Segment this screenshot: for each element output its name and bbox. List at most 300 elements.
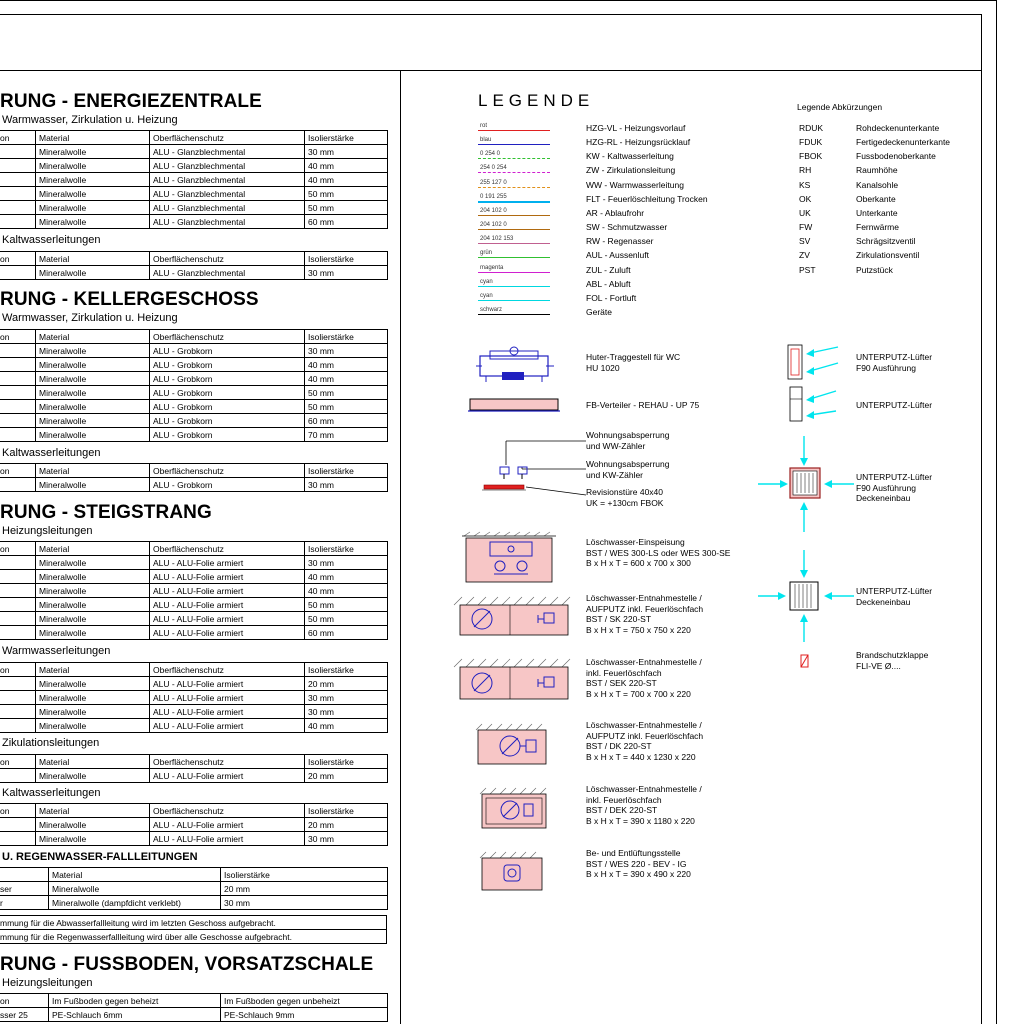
- table-cell: Mineralwolle: [36, 612, 150, 626]
- desc-fan: [856, 400, 932, 411]
- table-row: [0, 882, 388, 896]
- table-cell: Mineralwolle: [36, 145, 150, 159]
- symbol-desc-line: B x H x T = 700 x 700 x 220: [586, 688, 691, 699]
- table-cell: [0, 145, 36, 159]
- table-header-cell: Isolierstärke: [305, 330, 388, 344]
- table-cell: ALU - ALU-Folie armiert: [150, 570, 305, 584]
- table-header-cell: on: [0, 252, 36, 266]
- table-cell: ALU - ALU-Folie armiert: [150, 598, 305, 612]
- table-row: [0, 173, 388, 187]
- legend-line-sample: [478, 272, 550, 273]
- symbol-desc-line: B x H x T = 390 x 490 x 220: [586, 869, 691, 879]
- table-cell: 60 mm: [305, 414, 388, 428]
- table-header-cell: Oberflächenschutz: [150, 542, 305, 556]
- table-cell: 50 mm: [305, 187, 388, 201]
- legend-line-note: cyan: [480, 278, 493, 285]
- table-cell: ALU - ALU-Folie armiert: [150, 691, 305, 705]
- table-header-cell: Isolierstärke: [305, 542, 388, 556]
- symbol-desc-line: Löschwasser-Entnahmestelle /: [586, 593, 702, 603]
- abbr-meaning: Fussbodenoberkante: [856, 151, 936, 162]
- subtitle-kaltwasser: Kaltwasserleitungen: [2, 787, 101, 799]
- table-header-cell: on: [0, 131, 36, 145]
- legend-line-sample: [478, 130, 550, 131]
- table-row: [0, 598, 388, 612]
- fire-cabinet-sek-symbol: [452, 659, 574, 701]
- table-cell: ALU - ALU-Folie armiert: [150, 832, 305, 846]
- table-header-cell: Isolierstärke: [305, 464, 388, 478]
- table-header-cell: Oberflächenschutz: [150, 131, 305, 145]
- table-row: [0, 769, 388, 783]
- table-header-row: [0, 994, 388, 1008]
- table-steig-kaltwasser: [0, 803, 388, 846]
- table-row: [0, 145, 388, 159]
- legend-line-label: AUL - Aussenluft: [586, 250, 649, 261]
- symbol-desc-line: UNTERPUTZ-Lüfter: [856, 586, 933, 596]
- table-row: [0, 691, 388, 705]
- desc-vent-station: [586, 848, 691, 880]
- table-cell: [0, 428, 36, 442]
- symbol-desc-line: HU 1020: [586, 362, 620, 373]
- table-row: [0, 832, 388, 846]
- legend-line-sample: [478, 187, 550, 188]
- table-cell: sser 25: [0, 1008, 49, 1022]
- desc-ww-meter: [586, 430, 670, 451]
- table-header-cell: Oberflächenschutz: [150, 663, 305, 677]
- table-cell: ALU - Grobkorn: [150, 478, 305, 492]
- symbol-desc-line: Revisionstüre 40x40: [586, 487, 664, 497]
- table-regen-notes: [0, 915, 387, 944]
- table-cell: ALU - Grobkorn: [150, 428, 305, 442]
- symbol-desc-line: BST / WES 220 - BEV - IG: [586, 858, 687, 869]
- header-divider: [0, 70, 982, 71]
- table-header-row: [0, 542, 388, 556]
- symbol-desc-line: FB-Verteiler - REHAU - UP 75: [586, 400, 700, 410]
- table-cell: [0, 598, 36, 612]
- abbr-code: ZV: [799, 250, 810, 261]
- table-header-cell: Im Fußboden gegen beheizt: [49, 994, 221, 1008]
- fan-ceiling-f90-symbol: [756, 434, 856, 534]
- table-row: [0, 626, 388, 640]
- table-keller-kaltwasser: [0, 463, 388, 492]
- symbol-desc-line: AUFPUTZ inkl. Feuerlöschfach: [586, 730, 704, 741]
- table-row: [0, 386, 388, 400]
- symbol-desc-line: FLI-VE Ø....: [856, 660, 901, 671]
- symbol-desc-line: F90 Ausführung: [856, 482, 917, 493]
- table-row: [0, 414, 388, 428]
- table-cell: Mineralwolle: [36, 386, 150, 400]
- symbol-desc-line: Deckeneinbau: [856, 596, 911, 607]
- table-cell: [0, 818, 36, 832]
- table-cell: ALU - Grobkorn: [150, 386, 305, 400]
- symbol-desc-line: B x H x T = 750 x 750 x 220: [586, 624, 691, 635]
- table-header-cell: on: [0, 994, 49, 1008]
- table-cell: 40 mm: [305, 570, 388, 584]
- legend-line-sample: [478, 158, 550, 159]
- frame-right-inner: [981, 14, 982, 1024]
- frame-top-border: [0, 0, 997, 1]
- table-cell: [0, 677, 36, 691]
- table-cell: 40 mm: [305, 372, 388, 386]
- table-row: [0, 159, 388, 173]
- desc-fire-damper: [856, 650, 928, 671]
- abbr-meaning: Kanalsohle: [856, 179, 899, 190]
- table-cell: [0, 832, 36, 846]
- table-header-cell: Material: [36, 330, 150, 344]
- table-steig-warmwasser: [0, 662, 388, 733]
- table-row: [0, 896, 388, 910]
- table-cell: 40 mm: [305, 358, 388, 372]
- abbr-code: FDUK: [799, 137, 823, 148]
- frame-right-outer: [996, 0, 997, 1024]
- table-cell: Mineralwolle: [49, 882, 221, 896]
- table-header-cell: Oberflächenschutz: [150, 804, 305, 818]
- table-header-cell: Isolierstärke: [221, 868, 388, 882]
- legend-line-label: ZUL - Zuluft: [586, 264, 631, 275]
- legend-line-label: FOL - Fortluft: [586, 292, 637, 303]
- symbol-desc-line: und KW-Zähler: [586, 469, 644, 480]
- table-keller-warmwasser: [0, 329, 388, 442]
- abbr-code: KS: [799, 179, 811, 190]
- abbr-code: RDUK: [799, 123, 824, 133]
- table-row: [0, 570, 388, 584]
- symbol-desc-line: inkl. Feuerlöschfach: [586, 794, 662, 805]
- abbr-code: PST: [799, 264, 816, 275]
- legend-line-note: 254 0 254: [480, 165, 507, 172]
- table-cell: ALU - ALU-Folie armiert: [150, 818, 305, 832]
- symbol-desc-line: B x H x T = 600 x 700 x 300: [586, 558, 691, 568]
- legend-line-note: 204 102 153: [480, 236, 514, 243]
- table-row: [0, 201, 388, 215]
- table-cell: Mineralwolle: [36, 187, 150, 201]
- table-cell: [0, 626, 36, 640]
- symbol-desc-line: Be- und Entlüftungsstelle: [586, 848, 681, 858]
- table-cell: 20 mm: [305, 677, 388, 691]
- table-header-cell: Material: [36, 804, 150, 818]
- table-cell: Mineralwolle: [36, 691, 150, 705]
- table-header-cell: [0, 868, 49, 882]
- table-cell: 30 mm: [305, 145, 388, 159]
- wc-frame-symbol: [476, 346, 554, 382]
- table-cell: Mineralwolle: [36, 400, 150, 414]
- table-row: [0, 266, 388, 280]
- table-cell: Mineralwolle: [36, 705, 150, 719]
- table-row: [0, 818, 388, 832]
- symbol-desc-line: inkl. Feuerlöschfach: [586, 667, 662, 678]
- fan-symbol: [786, 385, 842, 425]
- table-cell: [0, 358, 36, 372]
- desc-fire-cabinet-dk: [586, 720, 703, 762]
- symbol-desc-line: B x H x T = 390 x 1180 x 220: [586, 815, 695, 826]
- subtitle-heizung: Heizungsleitungen: [2, 977, 93, 989]
- table-cell: 40 mm: [305, 719, 388, 733]
- table-cell: Mineralwolle: [36, 818, 150, 832]
- legend-line-note: blau: [480, 137, 492, 144]
- legend-line-label: Geräte: [586, 306, 612, 317]
- table-cell: ALU - Grobkorn: [150, 344, 305, 358]
- desc-wc-frame: [586, 352, 680, 373]
- legend-line-sample: [478, 257, 550, 258]
- table-cell: [0, 187, 36, 201]
- table-cell: [0, 173, 36, 187]
- table-cell: ALU - Glanzblechmental: [150, 201, 305, 215]
- abbr-code: RH: [799, 165, 812, 176]
- table-row: [0, 584, 388, 598]
- table-cell: ALU - Glanzblechmental: [150, 145, 305, 159]
- legend-line-note: grün: [480, 250, 493, 257]
- desc-floor-manifold: [586, 400, 699, 411]
- table-header-cell: Im Fußboden gegen unbeheizt: [221, 994, 388, 1008]
- legend-line-label: RW - Regenasser: [586, 236, 654, 247]
- table-cell: ser: [0, 882, 49, 896]
- meter-symbols: [482, 437, 592, 493]
- vent-station-symbol: [478, 852, 546, 892]
- table-cell: ALU - ALU-Folie armiert: [150, 677, 305, 691]
- fire-cabinet-dek-symbol: [478, 788, 550, 830]
- symbol-desc-line: BST / WES 300-LS oder WES 300-SE: [586, 547, 731, 558]
- abbr-meaning: Putzstück: [856, 264, 893, 275]
- abbr-meaning: Schrägsitzventil: [856, 236, 916, 247]
- table-cell: Mineralwolle: [36, 598, 150, 612]
- section-title-energiezentrale: RUNG - ENERGIEZENTRALE: [0, 91, 262, 112]
- table-cell: ALU - ALU-Folie armiert: [150, 626, 305, 640]
- table-energie-kaltwasser: [0, 251, 388, 280]
- fan-f90-symbol: [786, 343, 842, 381]
- table-header-cell: on: [0, 755, 36, 769]
- note-regenwasser: mmung für die Regenwasserfallleitung wird über alle Geschosse aufgebracht.: [0, 930, 387, 944]
- table-cell: 30 mm: [305, 478, 388, 492]
- table-row: [0, 215, 388, 229]
- table-row: [0, 428, 388, 442]
- table-cell: Mineralwolle: [36, 372, 150, 386]
- table-cell: Mineralwolle: [36, 677, 150, 691]
- table-header-cell: on: [0, 663, 36, 677]
- fan-ceiling-symbol: [756, 548, 856, 648]
- table-row: [0, 187, 388, 201]
- symbol-desc-line: UNTERPUTZ-Lüfter: [856, 472, 933, 482]
- table-cell: 50 mm: [305, 386, 388, 400]
- table-cell: ALU - Grobkorn: [150, 372, 305, 386]
- table-cell: Mineralwolle: [36, 266, 150, 280]
- table-cell: [0, 691, 36, 705]
- table-regenwasser: [0, 867, 388, 910]
- legend-line-label: KW - Kaltwasserleitung: [586, 151, 674, 162]
- symbol-desc-line: Wohnungsabsperrung: [586, 459, 670, 469]
- table-header-cell: Material: [36, 663, 150, 677]
- abbr-meaning: Oberkante: [856, 193, 896, 204]
- table-header-cell: Material: [36, 252, 150, 266]
- symbol-desc-line: Wohnungsabsperrung: [586, 430, 670, 440]
- table-cell: 70 mm: [305, 428, 388, 442]
- abbr-meaning: Rohdeckenunterkante: [856, 123, 940, 133]
- table-cell: [0, 201, 36, 215]
- table-header-cell: Material: [49, 868, 221, 882]
- legend-line-sample: [478, 144, 550, 145]
- table-row: [0, 556, 388, 570]
- table-cell: [0, 386, 36, 400]
- legend-line-label: HZG-VL - Heizungsvorlauf: [586, 123, 686, 133]
- table-cell: ALU - ALU-Folie armiert: [150, 705, 305, 719]
- legend-line-sample: [478, 314, 550, 315]
- table-cell: Mineralwolle: [36, 626, 150, 640]
- legend-line-note: schwarz: [480, 306, 503, 313]
- abbr-meaning: Unterkante: [856, 207, 898, 218]
- table-steig-zirkulation: [0, 754, 388, 783]
- table-cell: Mineralwolle: [36, 358, 150, 372]
- table-cell: [0, 372, 36, 386]
- abbr-code: SV: [799, 236, 811, 247]
- table-cell: [0, 478, 36, 492]
- table-cell: Mineralwolle (dampfdicht verklebt): [49, 896, 221, 910]
- table-cell: ALU - Grobkorn: [150, 414, 305, 428]
- legend-line-sample: [478, 300, 550, 301]
- fire-cabinet-sk-symbol: [452, 597, 574, 637]
- table-header-cell: on: [0, 330, 36, 344]
- abbr-code: FBOK: [799, 151, 823, 162]
- section-title-kellergeschoss: RUNG - KELLERGESCHOSS: [0, 289, 259, 310]
- table-cell: 50 mm: [305, 400, 388, 414]
- table-cell: 30 mm: [305, 691, 388, 705]
- table-row: [0, 358, 388, 372]
- table-row: [0, 705, 388, 719]
- legend-line-sample: [478, 243, 550, 244]
- section-title-regenwasser: U. REGENWASSER-FALLLEITUNGEN: [2, 851, 198, 863]
- desc-fan-ceiling: [856, 586, 932, 607]
- table-header-cell: on: [0, 804, 36, 818]
- table-cell: Mineralwolle: [36, 201, 150, 215]
- table-header-row: [0, 804, 388, 818]
- table-cell: Mineralwolle: [36, 570, 150, 584]
- desc-fire-cabinet-dek: [586, 784, 702, 826]
- column-divider: [400, 70, 401, 1024]
- legend-line-label: HZG-RL - Heizungsrücklauf: [586, 137, 691, 148]
- table-header-row: [0, 131, 388, 145]
- symbol-desc-line: UK = +130cm FBOK: [586, 497, 664, 508]
- symbol-desc-line: UNTERPUTZ-Lüfter: [856, 352, 933, 362]
- legend-line-label: ABL - Abluft: [586, 278, 631, 289]
- table-header-cell: on: [0, 464, 36, 478]
- table-header-cell: Isolierstärke: [305, 663, 388, 677]
- table-cell: Mineralwolle: [36, 428, 150, 442]
- legend-line-sample: [478, 201, 550, 203]
- table-cell: 60 mm: [305, 626, 388, 640]
- table-cell: ALU - Glanzblechmental: [150, 173, 305, 187]
- table-row: [0, 478, 388, 492]
- symbol-desc-line: Löschwasser-Entnahmestelle /: [586, 657, 702, 667]
- table-cell: 30 mm: [221, 896, 388, 910]
- table-cell: Mineralwolle: [36, 719, 150, 733]
- symbol-desc-line: und WW-Zähler: [586, 440, 646, 451]
- table-row: [0, 719, 388, 733]
- table-cell: Mineralwolle: [36, 159, 150, 173]
- table-header-row: [0, 464, 388, 478]
- frame-top-inner: [0, 14, 982, 15]
- table-header-cell: Material: [36, 755, 150, 769]
- table-cell: [0, 612, 36, 626]
- symbol-desc-line: Brandschutzklappe: [856, 650, 929, 660]
- table-header-row: [0, 330, 388, 344]
- legend-line-note: rot: [480, 123, 488, 129]
- table-header-row: [0, 663, 388, 677]
- subtitle-warmwasser: Warmwasser, Zirkulation u. Heizung: [2, 312, 178, 324]
- table-cell: [0, 584, 36, 598]
- table-header-cell: Oberflächenschutz: [150, 330, 305, 344]
- table-header-row: [0, 252, 388, 266]
- desc-fan-ceiling-f90: [856, 472, 932, 504]
- abbr-code: UK: [799, 207, 811, 218]
- table-cell: ALU - ALU-Folie armiert: [150, 612, 305, 626]
- table-row: [0, 400, 388, 414]
- table-header-cell: Oberflächenschutz: [150, 464, 305, 478]
- desc-fire-water-inlet: [586, 537, 730, 569]
- legend-title: LEGENDE: [478, 91, 595, 110]
- table-energie-warmwasser: [0, 130, 388, 229]
- table-cell: ALU - ALU-Folie armiert: [150, 769, 305, 783]
- subtitle-warmwasser: Warmwasserleitungen: [2, 645, 111, 657]
- table-cell: Mineralwolle: [36, 173, 150, 187]
- subtitle-warmwasser: Warmwasser, Zirkulation u. Heizung: [2, 114, 178, 126]
- legend-line-note: 204 102 0: [480, 207, 507, 214]
- symbol-desc-line: BST / SK 220-ST: [586, 614, 652, 624]
- table-row: [0, 344, 388, 358]
- table-steig-heizung: [0, 541, 388, 640]
- floor-manifold-symbol: [468, 398, 560, 412]
- table-cell: ALU - ALU-Folie armiert: [150, 584, 305, 598]
- table-fussboden: [0, 993, 388, 1022]
- table-cell: 40 mm: [305, 159, 388, 173]
- table-cell: 20 mm: [221, 882, 388, 896]
- fire-water-inlet-symbol: [462, 532, 556, 584]
- symbol-desc-line: F90 Ausführung: [856, 362, 917, 373]
- legend-line-label: AR - Ablaufrohr: [586, 207, 645, 218]
- table-cell: [0, 769, 36, 783]
- table-header-cell: Isolierstärke: [305, 131, 388, 145]
- table-cell: [0, 414, 36, 428]
- table-header-cell: on: [0, 542, 36, 556]
- table-cell: 20 mm: [305, 818, 388, 832]
- legend-line-note: magenta: [480, 264, 504, 271]
- table-header-row: [0, 868, 388, 882]
- table-cell: ALU - Grobkorn: [150, 358, 305, 372]
- table-cell: Mineralwolle: [36, 584, 150, 598]
- legend-line-note: 204 102 0: [480, 222, 507, 229]
- table-cell: [0, 556, 36, 570]
- table-cell: [0, 570, 36, 584]
- table-cell: 30 mm: [305, 344, 388, 358]
- table-cell: 60 mm: [305, 215, 388, 229]
- symbol-desc-line: B x H x T = 440 x 1230 x 220: [586, 751, 696, 762]
- table-cell: ALU - ALU-Folie armiert: [150, 719, 305, 733]
- table-cell: [0, 159, 36, 173]
- legend-line-sample: [478, 286, 550, 287]
- table-cell: [0, 400, 36, 414]
- table-cell: 30 mm: [305, 705, 388, 719]
- table-header-cell: Oberflächenschutz: [150, 252, 305, 266]
- legend-line-note: 0 191 255: [480, 193, 507, 200]
- legend-line-label: SW - Schmutzwasser: [586, 222, 668, 233]
- fire-damper-symbol: [800, 654, 810, 668]
- table-cell: Mineralwolle: [36, 769, 150, 783]
- table-row: [0, 372, 388, 386]
- table-header-cell: Isolierstärke: [305, 755, 388, 769]
- desc-fan-f90: [856, 352, 932, 373]
- table-header-row: [0, 755, 388, 769]
- table-cell: ALU - Glanzblechmental: [150, 187, 305, 201]
- table-cell: [0, 344, 36, 358]
- legend-line-sample: [478, 229, 550, 230]
- abbr-code: OK: [799, 193, 812, 204]
- desc-kw-meter: [586, 459, 670, 480]
- table-row: [0, 612, 388, 626]
